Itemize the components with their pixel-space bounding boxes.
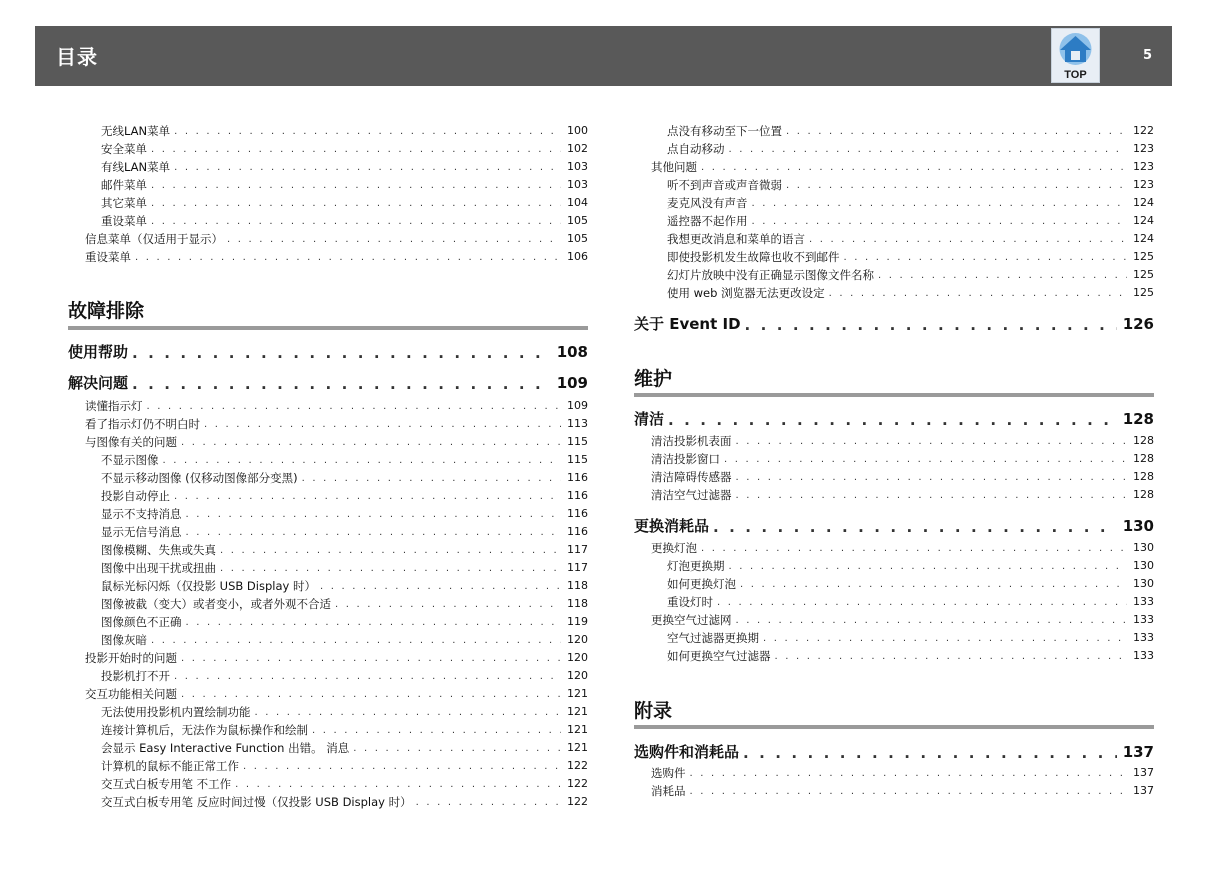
top-label: TOP xyxy=(1064,69,1087,81)
toc-entry[interactable]: 听不到声音或声音微弱 . . . 123 xyxy=(667,177,1154,193)
toc-chapter-replace[interactable]: 更换消耗品 . . . 130 xyxy=(634,515,1154,537)
toc-chapter-solve[interactable]: 解决问题 . . . 109 xyxy=(68,372,588,394)
toc-chapter-help[interactable]: 使用帮助 . . . 108 xyxy=(68,341,588,363)
toc-entry[interactable]: 交互式白板专用笔 不工作 . . . 122 xyxy=(101,776,588,792)
toc-entry[interactable]: 图像被截（变大）或者变小，或者外观不合适 . . . 118 xyxy=(101,596,588,612)
toc-entry[interactable]: 连接计算机后，无法作为鼠标操作和绘制 . . . 121 xyxy=(101,722,588,738)
toc-entry[interactable]: 我想更改消息和菜单的语言 . . . 124 xyxy=(667,231,1154,247)
toc-entry[interactable]: 使用 web 浏览器无法更改设定 . . . 125 xyxy=(667,285,1154,301)
toc-entry[interactable]: 图像模糊、失焦或失真 . . . 117 xyxy=(101,542,588,558)
toc-chapter-event-id[interactable]: 关于 Event ID . . . 126 xyxy=(634,313,1154,335)
toc-entry[interactable]: 安全菜单 . . . 102 xyxy=(101,141,588,157)
toc-entry[interactable]: 选购件 . . . 137 xyxy=(651,765,1154,781)
section-rule xyxy=(634,393,1154,397)
toc-entry[interactable]: 不显示图像 . . . 115 xyxy=(101,452,588,468)
toc-entry[interactable]: 与图像有关的问题 . . . 115 xyxy=(85,434,588,450)
toc-entry[interactable]: 图像颜色不正确 . . . 119 xyxy=(101,614,588,630)
toc-entry[interactable]: 其他问题 . . . 123 xyxy=(651,159,1154,175)
toc-entry[interactable]: 投影开始时的问题 . . . 120 xyxy=(85,650,588,666)
toc-entry[interactable]: 有线LAN菜单 . . . 103 xyxy=(101,159,588,175)
toc-entry[interactable]: 麦克风没有声音 . . . 124 xyxy=(667,195,1154,211)
toc-entry[interactable]: 图像灰暗 . . . 120 xyxy=(101,632,588,648)
toc-entry[interactable]: 消耗品 . . . 137 xyxy=(651,783,1154,799)
toc-entry[interactable]: 重设菜单 . . . 105 xyxy=(101,213,588,229)
section-title-appendix: 附录 xyxy=(634,700,673,722)
toc-entry[interactable]: 投影机打不开 . . . 120 xyxy=(101,668,588,684)
toc-entry[interactable]: 即使投影机发生故障也收不到邮件 . . . 125 xyxy=(667,249,1154,265)
toc-entry[interactable]: 遥控器不起作用 . . . 124 xyxy=(667,213,1154,229)
toc-entry[interactable]: 如何更换空气过滤器 . . . 133 xyxy=(667,648,1154,664)
toc-entry[interactable]: 重设灯时 . . . 133 xyxy=(667,594,1154,610)
toc-entry[interactable]: 灯泡更换期 . . . 130 xyxy=(667,558,1154,574)
toc-chapter-clean[interactable]: 清洁 . . . 128 xyxy=(634,408,1154,430)
toc-entry[interactable]: 无线LAN菜单 . . . 100 xyxy=(101,123,588,139)
toc-entry[interactable]: 点自动移动 . . . 123 xyxy=(667,141,1154,157)
toc-entry[interactable]: 清洁障碍传感器 . . . 128 xyxy=(651,469,1154,485)
toc-entry[interactable]: 空气过滤器更换期 . . . 133 xyxy=(667,630,1154,646)
toc-entry[interactable]: 读懂指示灯 . . . 109 xyxy=(85,398,588,414)
page-number: 5 xyxy=(1142,48,1152,63)
toc-chapter-options[interactable]: 选购件和消耗品 . . . 137 xyxy=(634,741,1154,763)
section-rule xyxy=(634,725,1154,729)
toc-entry[interactable]: 计算机的鼠标不能正常工作 . . . 122 xyxy=(101,758,588,774)
page-title: 目录 xyxy=(56,45,98,69)
toc-entry[interactable]: 交互式白板专用笔 反应时间过慢（仅投影 USB Display 时） . . . 122 xyxy=(101,794,588,810)
toc-entry[interactable]: 重设菜单 . . . 106 xyxy=(85,249,588,265)
home-icon xyxy=(1052,29,1099,71)
toc-entry[interactable]: 鼠标光标闪烁（仅投影 USB Display 时） . . . 118 xyxy=(101,578,588,594)
toc-entry[interactable]: 更换空气过滤网 . . . 133 xyxy=(651,612,1154,628)
toc-entry[interactable]: 图像中出现干扰或扭曲 . . . 117 xyxy=(101,560,588,576)
top-button[interactable] xyxy=(1051,28,1100,83)
toc-entry[interactable]: 邮件菜单 . . . 103 xyxy=(101,177,588,193)
toc-entry[interactable]: 看了指示灯仍不明白时 . . . 113 xyxy=(85,416,588,432)
toc-entry[interactable]: 投影自动停止 . . . 116 xyxy=(101,488,588,504)
section-title-troubleshooting: 故障排除 xyxy=(68,300,145,322)
toc-entry[interactable]: 无法使用投影机内置绘制功能 . . . 121 xyxy=(101,704,588,720)
toc-entry[interactable]: 信息菜单（仅适用于显示） . . . 105 xyxy=(85,231,588,247)
toc-entry[interactable]: 如何更换灯泡 . . . 130 xyxy=(667,576,1154,592)
toc-entry[interactable]: 幻灯片放映中没有正确显示图像文件名称 . . . 125 xyxy=(667,267,1154,283)
section-title-maintenance: 维护 xyxy=(634,368,673,390)
toc-entry[interactable]: 交互功能相关问题 . . . 121 xyxy=(85,686,588,702)
toc-entry[interactable]: 更换灯泡 . . . 130 xyxy=(651,540,1154,556)
toc-entry[interactable]: 显示无信号消息 . . . 116 xyxy=(101,524,588,540)
toc-entry[interactable]: 会显示 Easy Interactive Function 出错。 消息 . . . 121 xyxy=(101,740,588,756)
toc-entry[interactable]: 清洁空气过滤器 . . . 128 xyxy=(651,487,1154,503)
section-rule xyxy=(68,326,588,330)
toc-entry[interactable]: 清洁投影窗口 . . . 128 xyxy=(651,451,1154,467)
toc-entry[interactable]: 清洁投影机表面 . . . 128 xyxy=(651,433,1154,449)
toc-entry[interactable]: 点没有移动至下一位置 . . . 122 xyxy=(667,123,1154,139)
page-header xyxy=(35,26,1172,86)
toc-entry[interactable]: 其它菜单 . . . 104 xyxy=(101,195,588,211)
toc-entry[interactable]: 显示不支持消息 . . . 116 xyxy=(101,506,588,522)
toc-entry[interactable]: 不显示移动图像 (仅移动图像部分变黑) . . . 116 xyxy=(101,470,588,486)
